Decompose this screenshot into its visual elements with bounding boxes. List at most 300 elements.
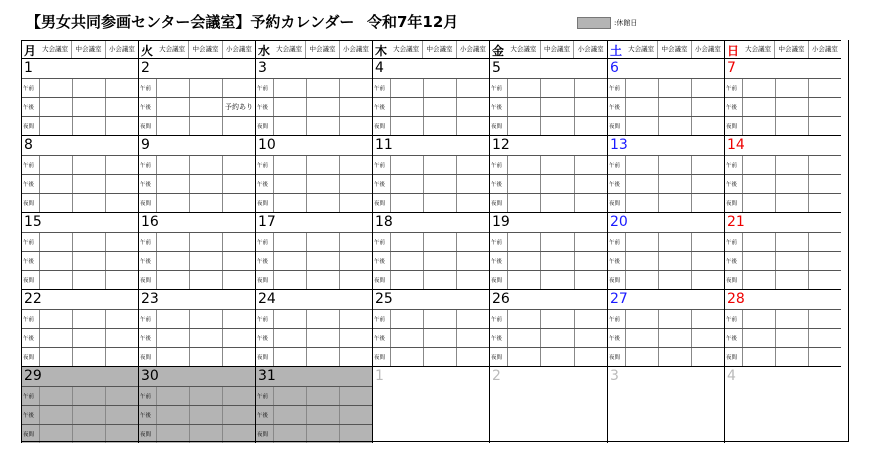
- reservation-slot[interactable]: [105, 156, 138, 174]
- reservation-slot[interactable]: [742, 117, 775, 135]
- reservation-slot[interactable]: [306, 406, 339, 424]
- reservation-slot[interactable]: [507, 252, 540, 270]
- reservation-slot[interactable]: [39, 98, 72, 116]
- reservation-slot[interactable]: [574, 156, 607, 174]
- reservation-slot[interactable]: [306, 175, 339, 193]
- reservation-slot[interactable]: [423, 348, 456, 366]
- reservation-slot[interactable]: [273, 194, 306, 212]
- reservation-slot[interactable]: [423, 79, 456, 97]
- day-cell[interactable]: [372, 58, 489, 135]
- reservation-slot[interactable]: [658, 156, 691, 174]
- day-cell[interactable]: [489, 135, 607, 212]
- reservation-slot[interactable]: [39, 387, 72, 405]
- reservation-slot[interactable]: [658, 271, 691, 289]
- reservation-slot[interactable]: [691, 117, 724, 135]
- reservation-slot[interactable]: [507, 117, 540, 135]
- reservation-slot[interactable]: [574, 98, 607, 116]
- reservation-slot[interactable]: [156, 310, 189, 328]
- reservation-slot[interactable]: [574, 79, 607, 97]
- reservation-slot[interactable]: [72, 271, 105, 289]
- reservation-slot[interactable]: [306, 98, 339, 116]
- reservation-slot[interactable]: [423, 194, 456, 212]
- reservation-slot[interactable]: [339, 117, 372, 135]
- reservation-slot[interactable]: [456, 79, 489, 97]
- day-cell[interactable]: [255, 366, 372, 443]
- reservation-slot[interactable]: [775, 271, 808, 289]
- reservation-slot[interactable]: [625, 156, 658, 174]
- reservation-slot[interactable]: [339, 387, 372, 405]
- reservation-slot[interactable]: [625, 252, 658, 270]
- reservation-slot[interactable]: [105, 406, 138, 424]
- day-cell[interactable]: [607, 212, 724, 289]
- reservation-slot[interactable]: [306, 79, 339, 97]
- reservation-slot[interactable]: [39, 175, 72, 193]
- reservation-slot[interactable]: [507, 233, 540, 251]
- reservation-slot[interactable]: [306, 156, 339, 174]
- reservation-slot[interactable]: [156, 194, 189, 212]
- reservation-slot[interactable]: [775, 310, 808, 328]
- reservation-slot[interactable]: [339, 194, 372, 212]
- reservation-slot[interactable]: [691, 233, 724, 251]
- reservation-slot[interactable]: [625, 233, 658, 251]
- reservation-slot[interactable]: [423, 175, 456, 193]
- reservation-slot[interactable]: [775, 233, 808, 251]
- reservation-slot[interactable]: [339, 271, 372, 289]
- reservation-slot[interactable]: [339, 175, 372, 193]
- reservation-slot[interactable]: [574, 194, 607, 212]
- reservation-slot[interactable]: [574, 348, 607, 366]
- reservation-slot[interactable]: [625, 194, 658, 212]
- reservation-slot[interactable]: [691, 79, 724, 97]
- reservation-slot[interactable]: [456, 271, 489, 289]
- reservation-slot[interactable]: [456, 329, 489, 347]
- reservation-slot[interactable]: [456, 348, 489, 366]
- reservation-slot[interactable]: [742, 98, 775, 116]
- reservation-slot[interactable]: [72, 175, 105, 193]
- reservation-slot[interactable]: [808, 117, 841, 135]
- day-cell[interactable]: [138, 135, 255, 212]
- reservation-slot[interactable]: [658, 194, 691, 212]
- reservation-slot[interactable]: [540, 329, 573, 347]
- reservation-slot[interactable]: [72, 387, 105, 405]
- reservation-slot[interactable]: [39, 271, 72, 289]
- reservation-slot[interactable]: [540, 194, 573, 212]
- reservation-slot[interactable]: [105, 98, 138, 116]
- reservation-slot[interactable]: [456, 98, 489, 116]
- day-cell[interactable]: [21, 366, 138, 443]
- reservation-slot[interactable]: [775, 79, 808, 97]
- day-cell[interactable]: [255, 58, 372, 135]
- reservation-slot[interactable]: [742, 156, 775, 174]
- reservation-slot[interactable]: [808, 271, 841, 289]
- reservation-slot[interactable]: [625, 271, 658, 289]
- reservation-slot[interactable]: [423, 310, 456, 328]
- reservation-slot[interactable]: [390, 271, 423, 289]
- day-cell[interactable]: [21, 212, 138, 289]
- reservation-slot[interactable]: [105, 387, 138, 405]
- reservation-slot[interactable]: [625, 117, 658, 135]
- reservation-slot[interactable]: [625, 79, 658, 97]
- reservation-slot[interactable]: [156, 233, 189, 251]
- reservation-slot[interactable]: [775, 348, 808, 366]
- reservation-slot[interactable]: [72, 310, 105, 328]
- reservation-slot[interactable]: [423, 252, 456, 270]
- reservation-slot[interactable]: [105, 252, 138, 270]
- reservation-slot[interactable]: [189, 348, 222, 366]
- reservation-slot[interactable]: [189, 194, 222, 212]
- reservation-slot[interactable]: [222, 271, 255, 289]
- reservation-slot[interactable]: [156, 98, 189, 116]
- reservation-slot[interactable]: [456, 156, 489, 174]
- reservation-slot[interactable]: [808, 175, 841, 193]
- day-cell[interactable]: [255, 212, 372, 289]
- reservation-slot[interactable]: [222, 387, 255, 405]
- reservation-slot[interactable]: [105, 194, 138, 212]
- reservation-slot[interactable]: [574, 175, 607, 193]
- reservation-slot[interactable]: [306, 271, 339, 289]
- reservation-slot[interactable]: [156, 348, 189, 366]
- day-cell[interactable]: [724, 135, 841, 212]
- reservation-slot[interactable]: [390, 79, 423, 97]
- reservation-slot[interactable]: [339, 348, 372, 366]
- reservation-slot[interactable]: [390, 310, 423, 328]
- reservation-slot[interactable]: [222, 348, 255, 366]
- reservation-slot[interactable]: [507, 348, 540, 366]
- reservation-slot[interactable]: [507, 98, 540, 116]
- reservation-slot[interactable]: [72, 233, 105, 251]
- reservation-slot[interactable]: [742, 233, 775, 251]
- day-cell[interactable]: [138, 289, 255, 366]
- reservation-slot[interactable]: [456, 233, 489, 251]
- reservation-slot[interactable]: [72, 252, 105, 270]
- day-cell[interactable]: [607, 289, 724, 366]
- reservation-slot[interactable]: [273, 310, 306, 328]
- reservation-slot[interactable]: [658, 310, 691, 328]
- reservation-slot[interactable]: [39, 117, 72, 135]
- reservation-slot[interactable]: [72, 98, 105, 116]
- reservation-slot[interactable]: [742, 271, 775, 289]
- reservation-slot[interactable]: [742, 194, 775, 212]
- reservation-slot[interactable]: [390, 175, 423, 193]
- reservation-slot[interactable]: [105, 79, 138, 97]
- day-cell[interactable]: [138, 366, 255, 443]
- reservation-slot[interactable]: [189, 387, 222, 405]
- reservation-slot[interactable]: [658, 252, 691, 270]
- reservation-slot[interactable]: [658, 233, 691, 251]
- reservation-slot[interactable]: [306, 233, 339, 251]
- reservation-slot[interactable]: [625, 98, 658, 116]
- reservation-slot[interactable]: [808, 252, 841, 270]
- reservation-slot[interactable]: [507, 310, 540, 328]
- reservation-slot[interactable]: [540, 98, 573, 116]
- reservation-slot[interactable]: [390, 233, 423, 251]
- day-cell[interactable]: [489, 289, 607, 366]
- reservation-slot[interactable]: [507, 194, 540, 212]
- reservation-slot[interactable]: [507, 329, 540, 347]
- day-cell[interactable]: [724, 58, 841, 135]
- reservation-slot[interactable]: [339, 233, 372, 251]
- reservation-slot[interactable]: [273, 175, 306, 193]
- day-cell[interactable]: [255, 289, 372, 366]
- reservation-slot[interactable]: [222, 175, 255, 193]
- reservation-slot[interactable]: [423, 156, 456, 174]
- reservation-slot[interactable]: [658, 348, 691, 366]
- reservation-slot[interactable]: [574, 233, 607, 251]
- day-cell[interactable]: [255, 135, 372, 212]
- reservation-slot[interactable]: [390, 329, 423, 347]
- reservation-slot[interactable]: [574, 310, 607, 328]
- reservation-slot[interactable]: [658, 79, 691, 97]
- reservation-slot[interactable]: [273, 156, 306, 174]
- reservation-slot[interactable]: [540, 271, 573, 289]
- reservation-slot[interactable]: [691, 252, 724, 270]
- reservation-slot[interactable]: [456, 310, 489, 328]
- reservation-slot[interactable]: [742, 329, 775, 347]
- reservation-slot[interactable]: [222, 117, 255, 135]
- reservation-slot[interactable]: [39, 79, 72, 97]
- reservation-slot[interactable]: [808, 310, 841, 328]
- reservation-slot[interactable]: [625, 329, 658, 347]
- reservation-slot[interactable]: [574, 271, 607, 289]
- reservation-slot[interactable]: [574, 329, 607, 347]
- day-cell[interactable]: [372, 135, 489, 212]
- reservation-slot[interactable]: [273, 348, 306, 366]
- reservation-slot[interactable]: [273, 329, 306, 347]
- reservation-slot[interactable]: [691, 310, 724, 328]
- reservation-slot[interactable]: [222, 98, 255, 116]
- reservation-slot[interactable]: [808, 233, 841, 251]
- reservation-slot[interactable]: [742, 175, 775, 193]
- reservation-slot[interactable]: [339, 329, 372, 347]
- reservation-slot[interactable]: [507, 175, 540, 193]
- reservation-slot[interactable]: [306, 329, 339, 347]
- day-cell[interactable]: [372, 212, 489, 289]
- reservation-slot[interactable]: [456, 175, 489, 193]
- reservation-slot[interactable]: [540, 348, 573, 366]
- reservation-slot[interactable]: [39, 233, 72, 251]
- reservation-slot[interactable]: [775, 252, 808, 270]
- reservation-slot[interactable]: [189, 310, 222, 328]
- reservation-slot[interactable]: [189, 252, 222, 270]
- reservation-slot[interactable]: [273, 406, 306, 424]
- reservation-slot[interactable]: [456, 194, 489, 212]
- reservation-slot[interactable]: [742, 79, 775, 97]
- reservation-slot[interactable]: [222, 79, 255, 97]
- reservation-slot[interactable]: [273, 98, 306, 116]
- reservation-slot[interactable]: [189, 329, 222, 347]
- reservation-slot[interactable]: [540, 117, 573, 135]
- reservation-slot[interactable]: [742, 252, 775, 270]
- reservation-slot[interactable]: [339, 406, 372, 424]
- reservation-slot[interactable]: [39, 348, 72, 366]
- reservation-slot[interactable]: [808, 79, 841, 97]
- day-cell[interactable]: [21, 289, 138, 366]
- reservation-slot[interactable]: [156, 156, 189, 174]
- reservation-slot[interactable]: [306, 310, 339, 328]
- reservation-slot[interactable]: [273, 271, 306, 289]
- reservation-slot[interactable]: [540, 310, 573, 328]
- reservation-slot[interactable]: [423, 117, 456, 135]
- day-cell[interactable]: [372, 289, 489, 366]
- reservation-slot[interactable]: [390, 156, 423, 174]
- reservation-slot[interactable]: [105, 348, 138, 366]
- reservation-slot[interactable]: [390, 348, 423, 366]
- reservation-slot[interactable]: [540, 79, 573, 97]
- reservation-slot[interactable]: [306, 194, 339, 212]
- reservation-slot[interactable]: [540, 252, 573, 270]
- reservation-slot[interactable]: [540, 175, 573, 193]
- reservation-slot[interactable]: [273, 117, 306, 135]
- reservation-slot[interactable]: [156, 387, 189, 405]
- reservation-slot[interactable]: [775, 329, 808, 347]
- reservation-slot[interactable]: [574, 117, 607, 135]
- reservation-slot[interactable]: [658, 175, 691, 193]
- day-cell[interactable]: [138, 58, 255, 135]
- reservation-slot[interactable]: [808, 98, 841, 116]
- reservation-slot[interactable]: [156, 252, 189, 270]
- reservation-slot[interactable]: [105, 310, 138, 328]
- reservation-slot[interactable]: [775, 175, 808, 193]
- reservation-slot[interactable]: [540, 233, 573, 251]
- reservation-slot[interactable]: [72, 117, 105, 135]
- reservation-slot[interactable]: [658, 117, 691, 135]
- reservation-slot[interactable]: [390, 98, 423, 116]
- reservation-slot[interactable]: [808, 194, 841, 212]
- day-cell[interactable]: [138, 212, 255, 289]
- reservation-slot[interactable]: [339, 98, 372, 116]
- reservation-slot[interactable]: [423, 329, 456, 347]
- reservation-slot[interactable]: [742, 348, 775, 366]
- reservation-slot[interactable]: [222, 310, 255, 328]
- day-cell[interactable]: [21, 135, 138, 212]
- reservation-slot[interactable]: [423, 233, 456, 251]
- reservation-slot[interactable]: [390, 252, 423, 270]
- reservation-slot[interactable]: [222, 406, 255, 424]
- reservation-slot[interactable]: [105, 117, 138, 135]
- day-cell[interactable]: [21, 58, 138, 135]
- reservation-slot[interactable]: [105, 175, 138, 193]
- reservation-slot[interactable]: [222, 156, 255, 174]
- reservation-slot[interactable]: [72, 156, 105, 174]
- reservation-slot[interactable]: [691, 175, 724, 193]
- reservation-slot[interactable]: [273, 252, 306, 270]
- reservation-slot[interactable]: [39, 252, 72, 270]
- reservation-slot[interactable]: [273, 387, 306, 405]
- reservation-slot[interactable]: [189, 79, 222, 97]
- reservation-slot[interactable]: [808, 156, 841, 174]
- reservation-slot[interactable]: [105, 233, 138, 251]
- reservation-slot[interactable]: [456, 117, 489, 135]
- reservation-slot[interactable]: [156, 271, 189, 289]
- reservation-slot[interactable]: [72, 194, 105, 212]
- reservation-slot[interactable]: [189, 271, 222, 289]
- reservation-slot[interactable]: [72, 329, 105, 347]
- day-cell[interactable]: [607, 135, 724, 212]
- reservation-slot[interactable]: [306, 348, 339, 366]
- reservation-slot[interactable]: [390, 117, 423, 135]
- reservation-slot[interactable]: [625, 310, 658, 328]
- reservation-slot[interactable]: [306, 252, 339, 270]
- reservation-slot[interactable]: [189, 117, 222, 135]
- reservation-slot[interactable]: [625, 175, 658, 193]
- reservation-slot[interactable]: [390, 194, 423, 212]
- reservation-slot[interactable]: [72, 79, 105, 97]
- reservation-slot[interactable]: [742, 310, 775, 328]
- reservation-slot[interactable]: [156, 79, 189, 97]
- reservation-slot[interactable]: [691, 348, 724, 366]
- reservation-slot[interactable]: [423, 98, 456, 116]
- reservation-slot[interactable]: [775, 194, 808, 212]
- reservation-slot[interactable]: [339, 252, 372, 270]
- reservation-slot[interactable]: [189, 156, 222, 174]
- reservation-slot[interactable]: [691, 98, 724, 116]
- reservation-slot[interactable]: [156, 175, 189, 193]
- reservation-slot[interactable]: [808, 348, 841, 366]
- reservation-slot[interactable]: [39, 406, 72, 424]
- reservation-slot[interactable]: [273, 79, 306, 97]
- reservation-slot[interactable]: [222, 233, 255, 251]
- reservation-slot[interactable]: [691, 194, 724, 212]
- reservation-slot[interactable]: [222, 329, 255, 347]
- reservation-slot[interactable]: [574, 252, 607, 270]
- reservation-slot[interactable]: [273, 233, 306, 251]
- reservation-slot[interactable]: [156, 406, 189, 424]
- reservation-slot[interactable]: [507, 79, 540, 97]
- reservation-slot[interactable]: [39, 310, 72, 328]
- reservation-slot[interactable]: [507, 156, 540, 174]
- reservation-slot[interactable]: [625, 348, 658, 366]
- day-cell[interactable]: [607, 58, 724, 135]
- reservation-slot[interactable]: [456, 252, 489, 270]
- day-cell[interactable]: [724, 289, 841, 366]
- day-cell[interactable]: [489, 58, 607, 135]
- reservation-slot[interactable]: [691, 156, 724, 174]
- day-cell[interactable]: [724, 212, 841, 289]
- reservation-slot[interactable]: [39, 329, 72, 347]
- day-cell[interactable]: [489, 212, 607, 289]
- reservation-slot[interactable]: [189, 406, 222, 424]
- reservation-slot[interactable]: [507, 271, 540, 289]
- reservation-slot[interactable]: [72, 348, 105, 366]
- reservation-slot[interactable]: [691, 329, 724, 347]
- reservation-slot[interactable]: [222, 194, 255, 212]
- reservation-slot[interactable]: [540, 156, 573, 174]
- reservation-slot[interactable]: [222, 252, 255, 270]
- reservation-slot[interactable]: [691, 271, 724, 289]
- reservation-slot[interactable]: [189, 233, 222, 251]
- reservation-slot[interactable]: [775, 117, 808, 135]
- reservation-slot[interactable]: [189, 98, 222, 116]
- reservation-slot[interactable]: [775, 98, 808, 116]
- reservation-slot[interactable]: [105, 329, 138, 347]
- reservation-slot[interactable]: [423, 271, 456, 289]
- reservation-slot[interactable]: [39, 194, 72, 212]
- reservation-slot[interactable]: [39, 156, 72, 174]
- reservation-slot[interactable]: [658, 329, 691, 347]
- reservation-slot[interactable]: [339, 310, 372, 328]
- reservation-slot[interactable]: [658, 98, 691, 116]
- reservation-slot[interactable]: [808, 329, 841, 347]
- reservation-slot[interactable]: [339, 79, 372, 97]
- reservation-slot[interactable]: [105, 271, 138, 289]
- reservation-slot[interactable]: [189, 175, 222, 193]
- reservation-slot[interactable]: [775, 156, 808, 174]
- reservation-slot[interactable]: [306, 387, 339, 405]
- reservation-slot[interactable]: [306, 117, 339, 135]
- reservation-slot[interactable]: [72, 406, 105, 424]
- reservation-slot[interactable]: [156, 329, 189, 347]
- reservation-slot[interactable]: [156, 117, 189, 135]
